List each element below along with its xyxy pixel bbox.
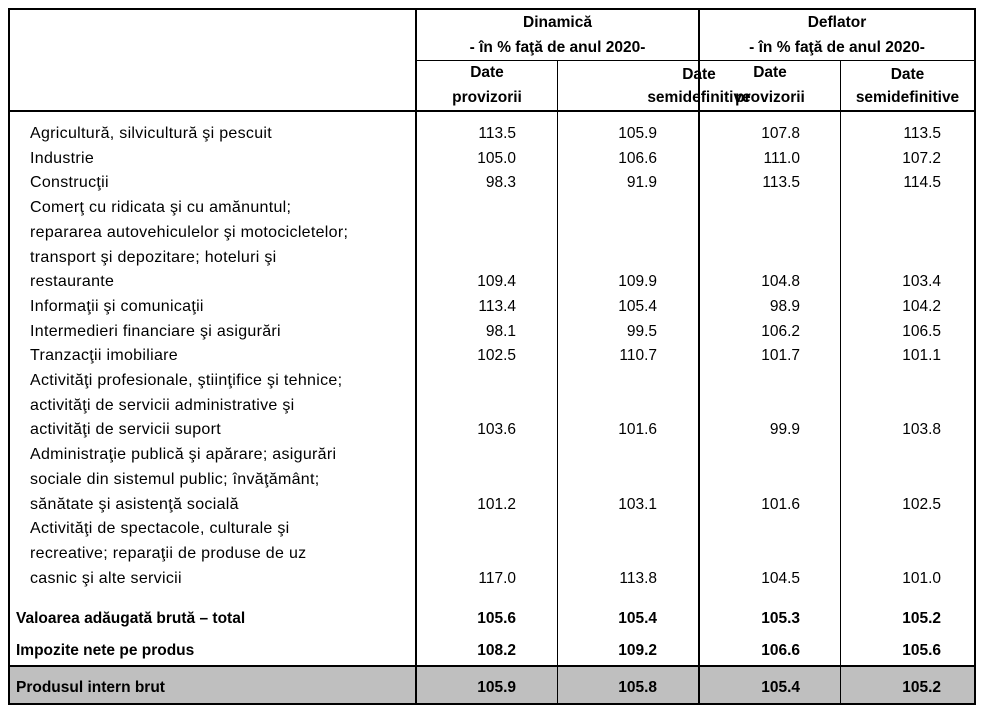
value-cell: 106.5 — [902, 322, 941, 340]
value-cell: 98.9 — [769, 297, 800, 315]
category-label: casnic şi alte servicii — [30, 569, 182, 587]
col-divider — [840, 61, 841, 667]
category-label: activităţi de servicii suport — [30, 421, 221, 439]
category-label: Activităţi profesionale, ştiinţifice şi tehnice; — [30, 372, 343, 389]
total-gva-value: 105.6 — [477, 610, 516, 627]
category-label: restaurante — [30, 273, 115, 291]
category-label: Agricultură, silvicultură şi pescuit — [30, 125, 272, 142]
value-cell: 101.7 — [761, 347, 800, 365]
category-label: sănătate şi asistenţă socială — [30, 495, 239, 513]
value-cell: 98.1 — [485, 322, 516, 340]
category-label: repararea autovehiculelor şi motocicletelor; — [30, 223, 349, 241]
header-provisional-l1-deflator: Date — [753, 64, 787, 81]
value-cell: 113.5 — [762, 174, 800, 192]
value-cell: 110.7 — [619, 347, 657, 365]
gdp-table — [8, 8, 976, 705]
value-cell: 117.0 — [478, 569, 516, 587]
value-cell: 98.3 — [485, 174, 516, 192]
value-cell: 104.8 — [761, 273, 800, 291]
gdp-value: 105.4 — [761, 679, 800, 696]
value-cell: 104.2 — [902, 297, 941, 315]
value-cell: 106.2 — [761, 322, 800, 340]
category-label: activităţi de servicii administrative şi — [30, 396, 295, 414]
total-gva-value: 105.2 — [902, 610, 941, 627]
value-cell: 107.2 — [902, 149, 941, 167]
value-cell: 114.5 — [903, 174, 941, 192]
header-semidefinitive-l1: Date — [682, 66, 716, 83]
category-label: Informaţii şi comunicaţii — [30, 297, 204, 315]
value-cell: 113.8 — [619, 569, 657, 587]
header-provisional-l2: provizorii — [452, 89, 522, 106]
value-cell: 101.6 — [761, 495, 800, 513]
value-cell: 105.9 — [618, 125, 657, 142]
category-label: Construcţii — [30, 174, 109, 192]
header-divider — [415, 60, 974, 61]
value-cell: 111.0 — [763, 149, 800, 167]
net-taxes-value: 105.6 — [902, 642, 941, 659]
value-cell: 105.4 — [618, 297, 657, 315]
total-gva-label: Valoarea adăugată brută – total — [16, 610, 246, 627]
col-divider — [415, 10, 417, 703]
value-cell: 101.1 — [902, 347, 941, 365]
value-cell: 101.0 — [902, 569, 941, 587]
value-cell: 102.5 — [477, 347, 516, 365]
category-label: Administraţie publică şi apărare; asigurări — [30, 446, 337, 464]
value-cell: 103.1 — [618, 495, 657, 513]
header-provisional-l1: Date — [470, 64, 504, 81]
col-divider — [557, 667, 558, 703]
value-cell: 99.5 — [626, 322, 657, 340]
value-cell: 109.9 — [618, 273, 657, 291]
net-taxes-label: Impozite nete pe produs — [16, 642, 195, 659]
value-cell: 107.8 — [761, 125, 800, 142]
gdp-label: Produsul intern brut — [16, 679, 165, 696]
deflator-title: Deflator — [807, 14, 867, 31]
total-gva-value: 105.3 — [761, 610, 800, 627]
col-divider — [840, 667, 841, 703]
category-label: Intermedieri financiare şi asigurări — [30, 322, 281, 340]
value-cell: 109.4 — [477, 273, 516, 291]
value-cell: 113.5 — [903, 125, 941, 142]
value-cell: 99.9 — [769, 421, 800, 439]
header-semidefinitive-l2: semidefinitive — [647, 89, 751, 106]
net-taxes-value: 108.2 — [477, 642, 516, 659]
total-gva-value: 105.4 — [618, 610, 657, 627]
value-cell: 101.2 — [477, 495, 516, 513]
category-label: recreative; reparaţii de produse de uz — [30, 544, 307, 562]
header-bottom-border — [10, 110, 974, 112]
value-cell: 103.8 — [902, 421, 941, 439]
gdp-value: 105.9 — [477, 679, 516, 696]
category-label: sociale din sistemul public; învăţământ; — [30, 470, 320, 488]
category-label: Activităţi de spectacole, culturale şi — [30, 520, 290, 538]
net-taxes-value: 106.6 — [761, 642, 800, 659]
value-cell: 106.6 — [618, 149, 657, 167]
col-divider — [557, 61, 558, 667]
category-label: Tranzacţii imobiliare — [30, 347, 178, 365]
dynamic-subtitle: - în % faţă de anul 2020- — [469, 39, 646, 56]
gdp-row-border — [10, 665, 974, 667]
value-cell: 113.4 — [478, 297, 516, 315]
value-cell: 103.4 — [902, 273, 941, 291]
header-provisional-l2-deflator: provizorii — [735, 89, 805, 106]
value-cell: 105.0 — [477, 149, 516, 167]
deflator-subtitle: - în % faţă de anul 2020- — [749, 39, 925, 56]
category-label: Comerţ cu ridicata şi cu amănuntul; — [30, 199, 292, 217]
value-cell: 101.6 — [618, 421, 657, 439]
value-cell: 113.5 — [478, 125, 516, 142]
gdp-value: 105.8 — [618, 679, 657, 696]
value-cell: 102.5 — [902, 495, 941, 513]
header-semidefinitive-l1-deflator: Date — [890, 66, 925, 83]
value-cell: 91.9 — [626, 174, 657, 192]
dynamic-title: Dinamică — [523, 14, 592, 31]
header-semidefinitive-l2-deflator: semidefinitive — [855, 89, 960, 106]
net-taxes-value: 109.2 — [618, 642, 657, 659]
value-cell: 103.6 — [477, 421, 516, 439]
gdp-value: 105.2 — [902, 679, 941, 696]
category-label: transport şi depozitare; hoteluri şi — [30, 248, 277, 266]
value-cell: 104.5 — [761, 569, 800, 587]
category-label: Industrie — [30, 149, 95, 167]
col-divider — [698, 10, 700, 703]
